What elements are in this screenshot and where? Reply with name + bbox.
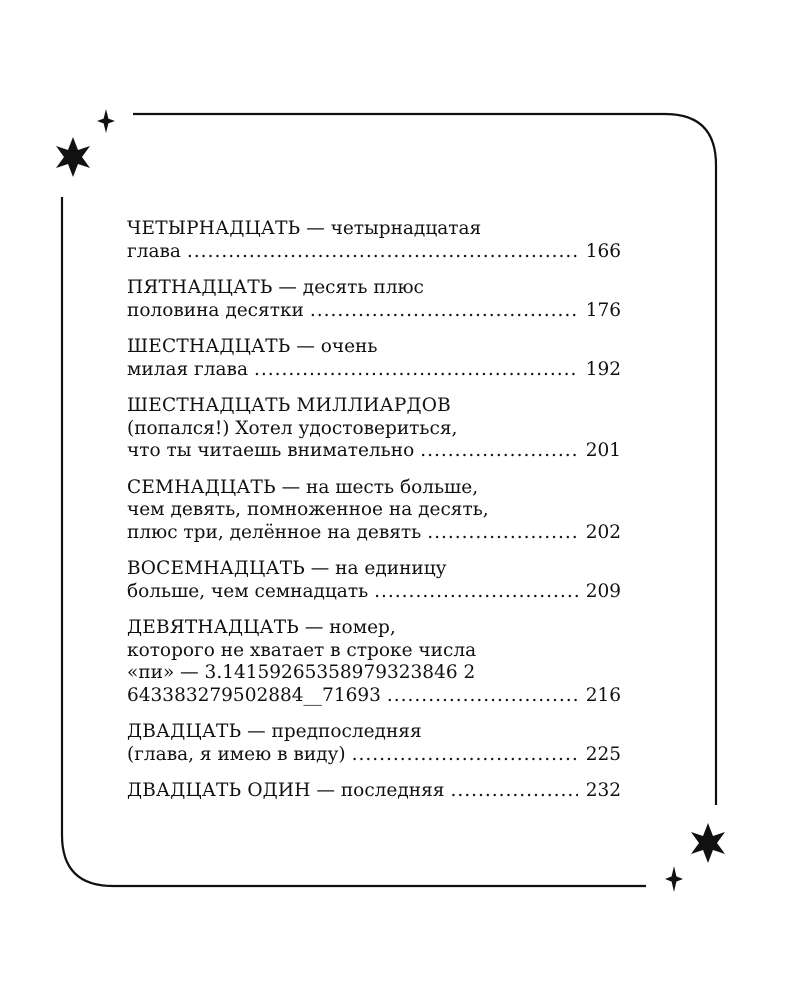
toc-entry-title	[127, 617, 396, 640]
dot-leader	[387, 685, 578, 708]
page-number: 176	[585, 299, 621, 321]
toc-entry-first-line	[127, 617, 621, 640]
toc-entry-continuation-line: чем девять, помноженное на десять,	[127, 499, 489, 520]
chapter-description: плюс три, делённое на девять	[127, 521, 422, 543]
chapter-description: — четырнадцатая	[300, 218, 482, 239]
chapter-number-caps: ВОСЕМНАДЦАТЬ	[127, 558, 305, 579]
chapter-description: милая глава	[127, 358, 248, 380]
toc-entry-last-line	[127, 241, 621, 264]
toc-entry-last-line	[127, 685, 621, 708]
toc-entry-title	[127, 395, 451, 418]
chapter-number-caps: ДЕВЯТНАДЦАТЬ	[127, 617, 299, 638]
page-number: 202	[585, 521, 621, 543]
toc-entry-first-line	[127, 780, 621, 803]
chapter-number-caps: ШЕСТНАДЦАТЬ МИЛЛИАРДОВ	[127, 395, 451, 416]
page-number: 225	[585, 743, 621, 765]
toc-entry-first-line	[127, 395, 621, 418]
toc-entry[interactable]	[127, 721, 621, 766]
table-of-contents	[127, 218, 621, 817]
dot-leader	[187, 241, 578, 264]
toc-entry[interactable]	[127, 395, 621, 463]
star-icon	[54, 136, 92, 178]
star-icon	[96, 108, 116, 134]
star-icon	[664, 865, 684, 893]
toc-entry[interactable]	[127, 558, 621, 603]
toc-entry-last-line	[127, 744, 621, 767]
star-icon	[688, 822, 728, 864]
toc-entry-title	[127, 558, 447, 581]
chapter-description: половина десятки	[127, 299, 304, 321]
toc-entry-last-line	[127, 440, 621, 463]
toc-entry[interactable]	[127, 218, 621, 263]
toc-entry-last-line	[127, 359, 621, 382]
chapter-description: — на шесть больше,	[275, 476, 479, 498]
toc-entry-continuation-line: которого не хватает в строке числа	[127, 639, 477, 661]
page-number: 209	[585, 580, 621, 602]
chapter-number-caps: ШЕСТНАДЦАТЬ	[127, 336, 291, 357]
toc-entry[interactable]	[127, 617, 621, 707]
toc-entry-first-line	[127, 218, 621, 241]
page-number: 192	[585, 358, 621, 380]
chapter-number-caps: СЕМНАДЦАТЬ	[127, 476, 276, 498]
chapter-description: что ты читаешь внимательно	[127, 440, 415, 461]
toc-entry-first-line	[127, 558, 621, 581]
toc-entry-continuation-line: (попался!) Хотел удостовериться,	[127, 417, 458, 439]
toc-entry-title	[127, 336, 377, 359]
chapter-number-caps: ДВАДЦАТЬ ОДИН	[127, 780, 311, 801]
toc-entry[interactable]	[127, 277, 621, 322]
chapter-description: — последняя	[310, 780, 445, 801]
toc-entry-title	[127, 277, 424, 300]
page-number: 216	[585, 684, 621, 706]
chapter-description: — очень	[290, 336, 378, 357]
chapter-number-caps: ПЯТНАДЦАТЬ	[127, 277, 273, 298]
toc-entry-first-line	[127, 477, 621, 500]
toc-entry-first-line	[127, 721, 621, 744]
dot-leader	[374, 581, 578, 604]
chapter-description: — предпоследняя	[241, 721, 422, 742]
chapter-number-caps: ЧЕТЫРНАДЦАТЬ	[127, 218, 301, 239]
toc-entry-title	[127, 477, 478, 500]
chapter-description: — десять плюс	[272, 277, 424, 298]
chapter-description: — номер,	[298, 617, 396, 638]
toc-entry-title	[127, 218, 481, 241]
toc-entry-last-line	[127, 522, 621, 545]
dot-leader	[420, 440, 577, 463]
chapter-number-caps: ДВАДЦАТЬ	[127, 721, 242, 742]
toc-entry[interactable]	[127, 336, 621, 381]
chapter-description: (глава, я имею в виду)	[127, 743, 346, 765]
chapter-description: 643383279502884__71693	[127, 684, 381, 706]
toc-entry-title	[127, 780, 444, 803]
toc-entry-title	[127, 721, 422, 744]
dot-leader	[427, 522, 577, 545]
chapter-description: глава	[127, 240, 181, 262]
page-number: 232	[585, 780, 621, 801]
toc-entry-first-line	[127, 336, 621, 359]
chapter-description: — на единицу	[304, 558, 447, 579]
toc-entry[interactable]	[127, 477, 621, 545]
dot-leader	[310, 300, 578, 323]
toc-entry-continuation-line: «пи» — 3.14159265358979323846 2	[127, 662, 476, 683]
dot-leader	[254, 359, 578, 382]
dot-leader	[450, 780, 577, 803]
chapter-description: больше, чем семнадцать	[127, 580, 369, 602]
toc-entry-first-line	[127, 277, 621, 300]
dot-leader	[352, 744, 578, 767]
toc-entry[interactable]	[127, 780, 621, 803]
toc-entry-last-line	[127, 581, 621, 604]
toc-entry-last-line	[127, 300, 621, 323]
page-number: 201	[585, 440, 621, 461]
page-number: 166	[585, 240, 621, 262]
